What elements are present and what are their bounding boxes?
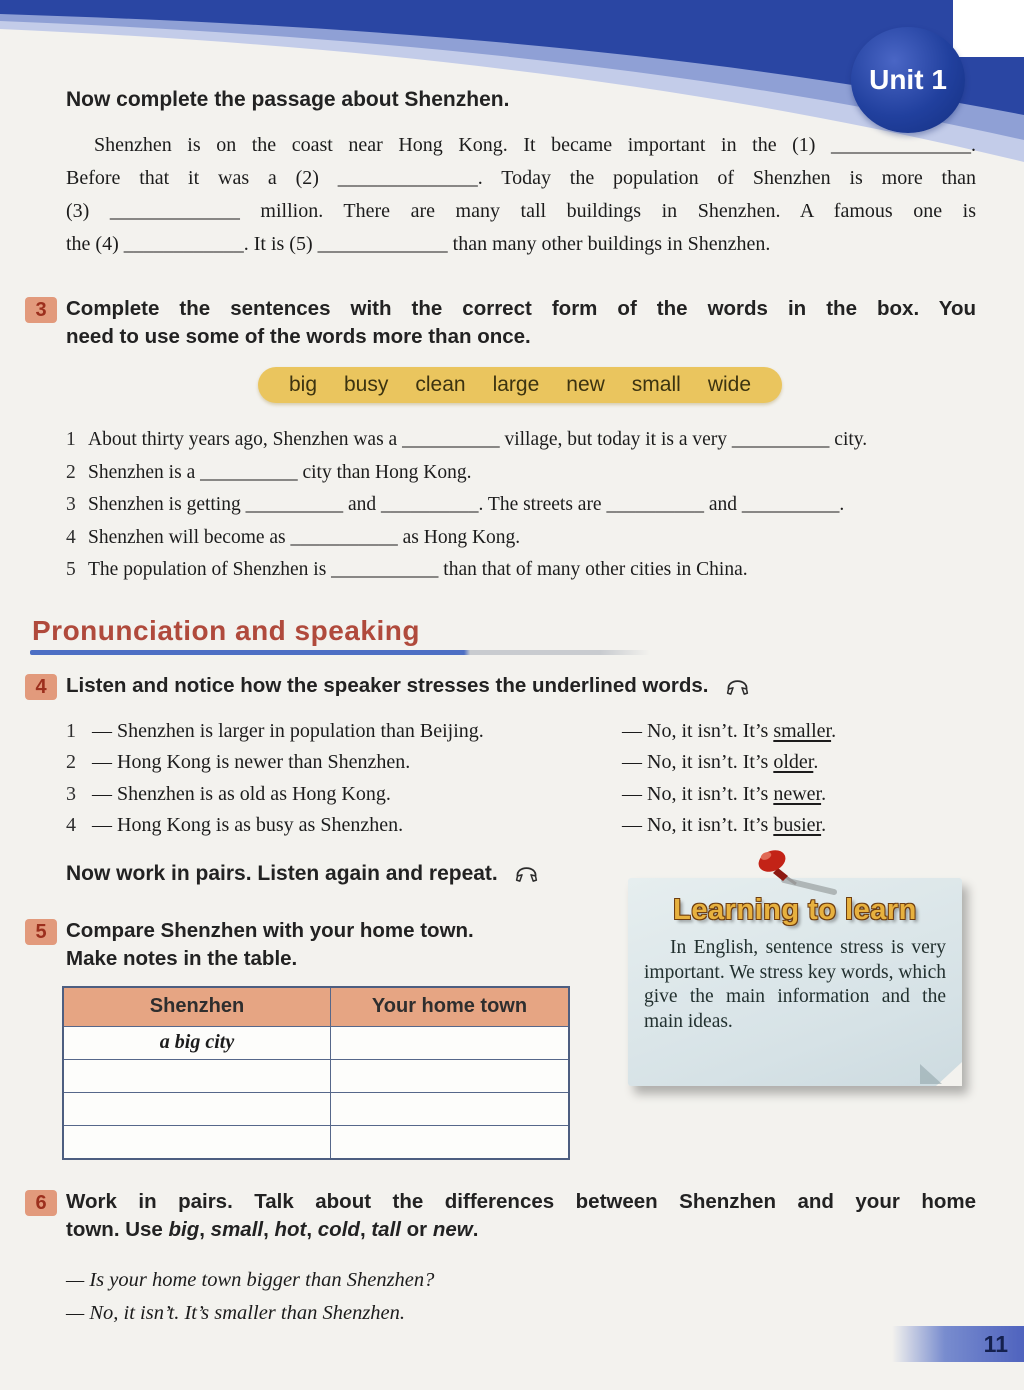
comparison-table [62, 986, 570, 1160]
word-box-word: busy [344, 373, 389, 396]
adjective-word: new [432, 1217, 473, 1241]
headphones-icon [514, 859, 539, 890]
table-header-home-town: Your home town [331, 987, 570, 1027]
stressed-word: smaller [773, 719, 832, 742]
stressed-word: newer [773, 782, 822, 805]
table-cell [331, 1026, 570, 1059]
item-number: 1 [66, 719, 76, 742]
table-row [63, 1059, 569, 1092]
dialogue-pair [66, 779, 976, 811]
exercise-6-instruction [66, 1188, 976, 1244]
dialogue-pair [66, 716, 976, 748]
item-response: — No, it isn’t. It’s newer. [622, 782, 827, 805]
sentence-number: 2 [66, 461, 76, 483]
instruction-line: Work in pairs. Talk about the differences between Shenzhen and your home [66, 1189, 976, 1213]
exercise-3-sentences [66, 424, 976, 587]
exercise-3 [25, 295, 976, 351]
item-statement: — Hong Kong is newer than Shenzhen. [92, 751, 411, 773]
adjective-word: big [168, 1217, 200, 1241]
table-cell [63, 1059, 331, 1092]
item-statement: — Shenzhen is as old as Hong Kong. [92, 782, 391, 805]
dialogue-pair [66, 747, 976, 779]
exercise-4-instruction [66, 672, 976, 705]
item-statement: — Hong Kong is as busy as Shenzhen. [92, 814, 404, 836]
instruction-line: need to use some of the words more than once. [66, 325, 531, 348]
passage-line: Shenzhen is on the coast near Hong Kong. It became important in the (1) ______________. [94, 134, 976, 156]
pushpin-icon [748, 846, 840, 907]
table-row [63, 1026, 569, 1059]
table-header-shenzhen: Shenzhen [63, 987, 331, 1027]
passage-line: Before that it was a (2) ______________. Today the population of Shenzhen is more than [66, 167, 976, 189]
learning-to-learn-note [628, 878, 962, 1086]
item-response: — No, it isn’t. It’s busier. [622, 814, 827, 836]
item-number: 3 [66, 782, 76, 805]
sentence-text: About thirty years ago, Shenzhen was a __________ village, but today it is a very __________ city. [88, 429, 868, 450]
section-heading-rule [30, 650, 650, 655]
exercise-4 [25, 672, 976, 705]
headphones-icon [725, 672, 750, 705]
learning-note-body: In English, sentence stress is very important. We stress key words, which give the main information and the main ideas. [644, 937, 946, 1032]
stressed-word: busier [773, 814, 822, 836]
word-box-word: big [288, 373, 317, 396]
adjective-word: tall [371, 1217, 401, 1241]
exercise-4-items [66, 716, 976, 842]
passage [66, 129, 976, 261]
adjective-word: hot [274, 1217, 307, 1241]
dialogue-line: — No, it isn’t. It’s smaller than Shenzhen. [66, 1301, 406, 1324]
table-cell [331, 1092, 570, 1125]
exercise-5-number-badge: 5 [25, 919, 57, 945]
word-box [258, 367, 782, 403]
instruction-line: Make notes in the table. [66, 946, 298, 970]
table-cell [331, 1059, 570, 1092]
word-box-word: clean [415, 373, 466, 396]
sentence [66, 554, 976, 587]
page-number-bar [892, 1326, 1024, 1362]
section-heading: Pronunciation and speaking [32, 614, 420, 646]
dialogue-line: — Is your home town bigger than Shenzhen? [66, 1268, 435, 1291]
passage-heading: Now complete the passage about Shenzhen. [66, 88, 510, 111]
table-row [63, 1092, 569, 1125]
item-number: 4 [66, 814, 76, 836]
exercise-4-number-badge: 4 [25, 674, 57, 700]
sentence [66, 489, 976, 522]
sentence-text: The population of Shenzhen is ___________ than that of many other cities in China. [88, 559, 748, 580]
exercise-3-instruction [66, 295, 976, 351]
sentence-number: 4 [66, 526, 76, 548]
word-box-word: large [492, 373, 540, 396]
page-number: 11 [983, 1330, 1008, 1357]
table-cell [63, 1125, 331, 1159]
learning-note-title: Learning to learn [673, 894, 917, 926]
sentence [66, 522, 976, 555]
word-box-word: new [566, 373, 605, 396]
exercise-6-number-badge: 6 [25, 1190, 57, 1216]
sentence-text: Shenzhen will become as ___________ as Hong Kong. [88, 526, 521, 548]
exercise-6 [25, 1188, 976, 1244]
item-response: — No, it isn’t. It’s older. [622, 751, 819, 773]
table-cell [331, 1125, 570, 1159]
instruction-line: Compare Shenzhen with your home town. [66, 918, 474, 942]
adjective-word: cold [317, 1217, 360, 1241]
dialogue-pair [66, 810, 976, 842]
table-cell: a big city [63, 1026, 331, 1059]
passage-line: the (4) ____________. It is (5) _____________ than many other buildings in Shenzhen. [66, 233, 771, 255]
unit-badge-label: Unit 1 [869, 64, 947, 95]
instruction-text: Listen and notice how the speaker stresses the underlined words. [66, 673, 709, 697]
item-response: — No, it isn’t. It’s smaller. [622, 719, 837, 742]
table-cell [63, 1092, 331, 1125]
stressed-word: older [773, 751, 814, 773]
table-row [63, 1125, 569, 1159]
instruction-line: Complete the sentences with the correct form of the words in the box. You [66, 297, 976, 320]
table-header-row [63, 987, 569, 1027]
word-box-word: small [631, 373, 681, 396]
adjective-word: small [210, 1217, 264, 1241]
sentence-number: 5 [66, 559, 76, 580]
sentence-number: 1 [66, 429, 76, 450]
instruction-line: town. Use big, small, hot, cold, tall or new. [66, 1217, 479, 1241]
exercise-3-number-badge: 3 [25, 297, 57, 323]
sentence-text: Shenzhen is a __________ city than Hong Kong. [88, 461, 472, 483]
passage-line: (3) _____________ million. There are many tall buildings in Shenzhen. A famous one is [66, 200, 976, 222]
sentence [66, 424, 976, 457]
sentence-text: Shenzhen is getting __________ and __________. The streets are __________ and __________. [88, 494, 845, 515]
item-number: 2 [66, 751, 76, 773]
followup-text: Now work in pairs. Listen again and repeat. [66, 862, 498, 885]
item-statement: — Shenzhen is larger in population than Beijing. [92, 719, 484, 742]
word-box-word: wide [707, 373, 752, 396]
example-dialogue [66, 1264, 976, 1330]
sentence-number: 3 [66, 494, 76, 515]
sentence [66, 457, 976, 490]
